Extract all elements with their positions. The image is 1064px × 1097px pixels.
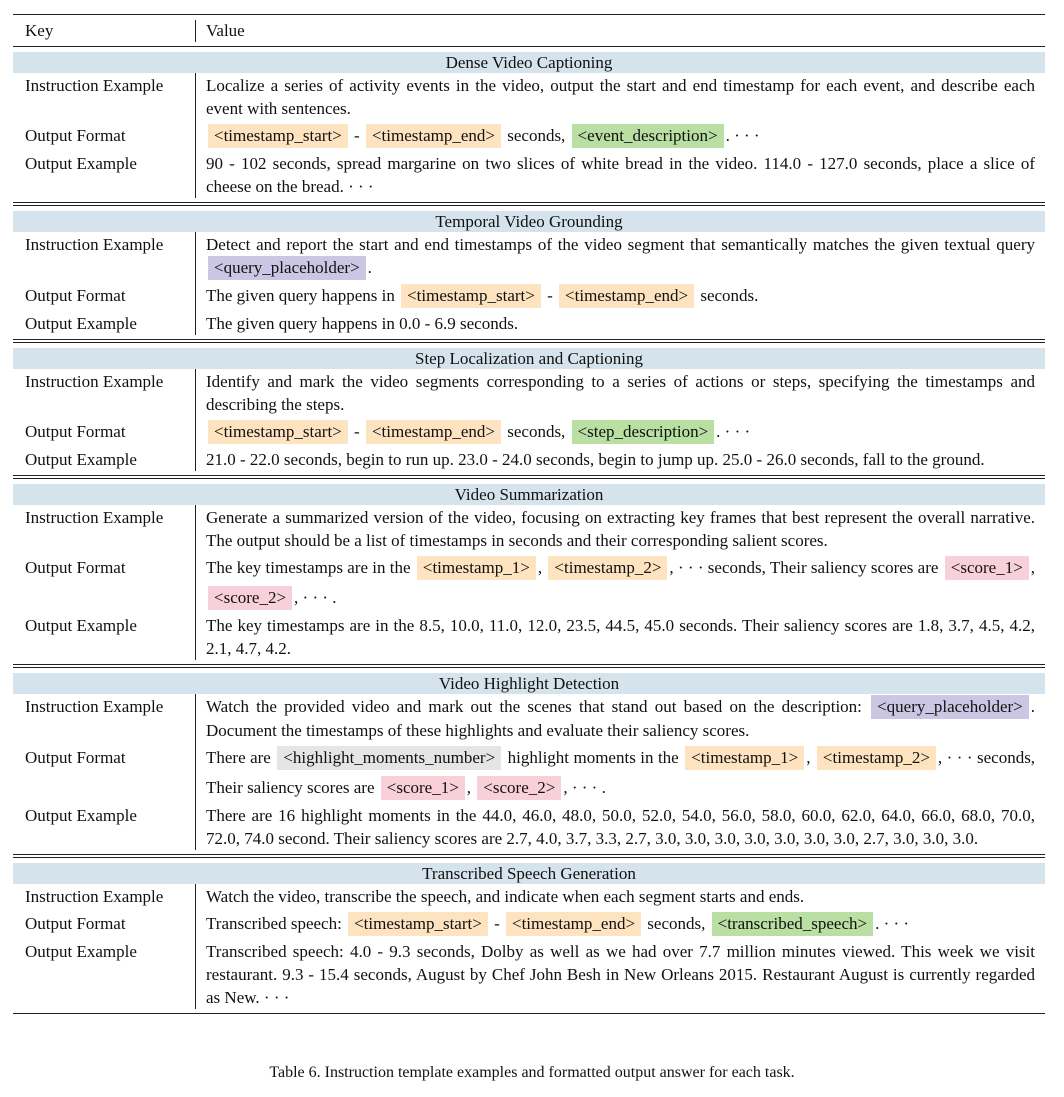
row-value	[195, 742, 1045, 803]
timestamp-2-tag: <timestamp_2>	[817, 746, 936, 770]
row-value	[195, 120, 1045, 151]
score-1-tag: <score_1>	[945, 556, 1029, 580]
row-output-example	[13, 803, 1045, 850]
format-text: , · · · seconds, Their saliency scores are	[669, 558, 939, 577]
row-value	[195, 416, 1045, 447]
row-key: Output Format	[25, 914, 126, 933]
row-output-example	[13, 151, 1045, 198]
row-value: The given query happens in 0.0 - 6.9 seconds.	[195, 311, 1045, 335]
format-text: There are	[206, 748, 271, 767]
format-end: seconds.	[700, 286, 759, 305]
row-value: 21.0 - 22.0 seconds, begin to run up. 23.0 - 24.0 seconds, begin to jump up. 25.0 - 26.0 seconds, fall to the ground.	[195, 447, 1045, 471]
timestamp-start-tag: <timestamp_start>	[401, 284, 541, 308]
format-end: , · · · .	[563, 778, 606, 797]
section-title: Transcribed Speech Generation	[13, 863, 1045, 884]
section-title: Temporal Video Grounding	[13, 211, 1045, 232]
row-value: There are 16 highlight moments in the 44.0, 46.0, 48.0, 50.0, 52.0, 54.0, 56.0, 58.0, 60.0, 62.0, 64.0, 66.0, 68.0, 70.0, 72.0, 74.0 second. Their saliency scores are 2.7, 4.0, 3.7, 3.3, 2.7, 3.0, 3.0, 3.0, 3.0, 3.0, 3.0, 3.0, 2.7, 3.0, 3.0, 3.0.	[195, 803, 1045, 850]
comma: ,	[1030, 558, 1036, 577]
table-caption: Table 6. Instruction template examples and formatted output answer for each task.	[269, 1064, 795, 1081]
section-transcribed-speech	[13, 857, 1045, 1013]
query-placeholder-tag: <query_placeholder>	[208, 256, 366, 280]
section-temporal-video-grounding	[13, 205, 1045, 340]
row-key: Output Format	[25, 748, 126, 767]
format-text: · · · seconds, Their saliency scores are	[206, 748, 1036, 797]
score-1-tag: <score_1>	[381, 776, 465, 800]
format-text: highlight moments in the	[507, 748, 679, 767]
row-key: Output Example	[25, 450, 137, 469]
timestamp-start-tag: <timestamp_start>	[208, 420, 348, 444]
instruction-template-table	[13, 14, 1045, 1014]
format-text: Transcribed speech:	[206, 914, 342, 933]
row-output-example	[13, 613, 1045, 660]
comma: ,	[937, 748, 943, 767]
row-key: Instruction Example	[25, 76, 164, 95]
highlight-number-tag: <highlight_moments_number>	[277, 746, 501, 770]
timestamp-end-tag: <timestamp_end>	[559, 284, 694, 308]
row-key: Output Example	[25, 314, 137, 333]
timestamp-end-tag: <timestamp_end>	[366, 124, 501, 148]
format-end: , · · · .	[294, 588, 337, 607]
row-key: Output Format	[25, 558, 126, 577]
transcribed-speech-tag: <transcribed_speech>	[712, 912, 873, 936]
row-output-format	[13, 416, 1045, 447]
section-video-summarization	[13, 478, 1045, 665]
instruction-text: Watch the provided video and mark out the scenes that stand out based on the description:	[206, 697, 862, 716]
timestamp-start-tag: <timestamp_start>	[208, 124, 348, 148]
row-key: Output Format	[25, 286, 126, 305]
comma: ,	[466, 778, 472, 797]
section-title: Step Localization and Captioning	[13, 348, 1045, 369]
timestamp-1-tag: <timestamp_1>	[685, 746, 804, 770]
row-key: Instruction Example	[25, 697, 164, 716]
row-value: Identify and mark the video segments corresponding to a series of actions or steps, specifying the timestamps and describing the steps.	[195, 369, 1045, 416]
header-value: Value	[195, 20, 1045, 42]
format-text: seconds,	[647, 914, 706, 933]
separator: -	[547, 286, 553, 305]
comma: ,	[537, 558, 543, 577]
row-key: Instruction Example	[25, 235, 164, 254]
separator: -	[494, 914, 500, 933]
row-output-format	[13, 742, 1045, 803]
format-text: The key timestamps are in the	[206, 558, 411, 577]
row-key: Output Example	[25, 616, 137, 635]
format-text: seconds,	[507, 422, 566, 441]
timestamp-2-tag: <timestamp_2>	[548, 556, 667, 580]
row-instruction	[13, 505, 1045, 552]
section-step-localization	[13, 342, 1045, 476]
row-key: Instruction Example	[25, 887, 164, 906]
format-end: . · · ·	[716, 422, 751, 441]
row-key: Instruction Example	[25, 508, 164, 527]
row-key: Instruction Example	[25, 372, 164, 391]
row-output-format	[13, 280, 1045, 311]
row-output-example	[13, 447, 1045, 471]
row-instruction	[13, 73, 1045, 120]
row-value: Watch the video, transcribe the speech, and indicate when each segment starts and ends.	[195, 884, 1045, 908]
separator: -	[354, 422, 360, 441]
row-output-format	[13, 908, 1045, 939]
row-value: The key timestamps are in the 8.5, 10.0, 11.0, 12.0, 23.5, 44.5, 45.0 seconds. Their saliency scores are 1.8, 3.7, 4.5, 4.2, 2.1, 4.7, 4.2.	[195, 613, 1045, 660]
row-instruction	[13, 232, 1045, 280]
row-instruction	[13, 369, 1045, 416]
event-description-tag: <event_description>	[572, 124, 724, 148]
row-output-format	[13, 120, 1045, 151]
format-end: . · · ·	[875, 914, 910, 933]
timestamp-start-tag: <timestamp_start>	[348, 912, 488, 936]
header-key: Key	[25, 20, 54, 40]
row-key: Output Format	[25, 126, 126, 145]
format-text: seconds,	[507, 126, 566, 145]
section-title: Video Highlight Detection	[13, 673, 1045, 694]
timestamp-1-tag: <timestamp_1>	[417, 556, 536, 580]
timestamp-end-tag: <timestamp_end>	[366, 420, 501, 444]
row-value: Localize a series of activity events in the video, output the start and end timestamp for each event, and describe each event with sentences.	[195, 73, 1045, 120]
row-key: Output Example	[25, 806, 137, 825]
row-output-example	[13, 939, 1045, 1009]
instruction-end: . Document the timestamps of these highlights and evaluate their saliency scores.	[206, 697, 1035, 740]
row-value	[195, 232, 1045, 280]
section-dense-video-captioning	[13, 52, 1045, 203]
row-value	[195, 694, 1045, 742]
row-value	[195, 552, 1045, 613]
row-instruction	[13, 694, 1045, 742]
row-value: Generate a summarized version of the video, focusing on extracting key frames that best represent the overall narrative. The output should be a list of timestamps in seconds and their corresponding salient scores.	[195, 505, 1045, 552]
separator: -	[354, 126, 360, 145]
step-description-tag: <step_description>	[572, 420, 715, 444]
row-instruction	[13, 884, 1045, 908]
row-value: 90 - 102 seconds, spread margarine on two slices of white bread in the video. 114.0 - 127.0 seconds, place a slice of cheese on the bread. · · ·	[195, 151, 1045, 198]
row-output-format	[13, 552, 1045, 613]
row-key: Output Example	[25, 942, 137, 961]
row-value: Transcribed speech: 4.0 - 9.3 seconds, Dolby as well as we had over 7.7 million minutes viewed. This week we visit restaurant. 9.3 - 15.4 seconds, August by Chef John Besh in New Orleans 2015. Restaurant August is currently regarded as New. · · ·	[195, 939, 1045, 1009]
section-title: Video Summarization	[13, 484, 1045, 505]
section-title: Dense Video Captioning	[13, 52, 1045, 73]
row-output-example	[13, 311, 1045, 335]
row-value	[195, 280, 1045, 311]
section-video-highlight-detection	[13, 667, 1045, 855]
table-header	[13, 15, 1045, 47]
instruction-text: Detect and report the start and end timestamps of the video segment that semantically matches the given textual query	[206, 235, 1035, 254]
timestamp-end-tag: <timestamp_end>	[506, 912, 641, 936]
query-placeholder-tag: <query_placeholder>	[871, 695, 1029, 719]
row-key: Output Example	[25, 154, 137, 173]
format-text: The given query happens in	[206, 286, 395, 305]
score-2-tag: <score_2>	[208, 586, 292, 610]
format-end: . · · ·	[725, 126, 760, 145]
score-2-tag: <score_2>	[477, 776, 561, 800]
comma: ,	[806, 748, 811, 767]
instruction-end: .	[367, 258, 372, 277]
row-value	[195, 908, 1045, 939]
row-key: Output Format	[25, 422, 126, 441]
